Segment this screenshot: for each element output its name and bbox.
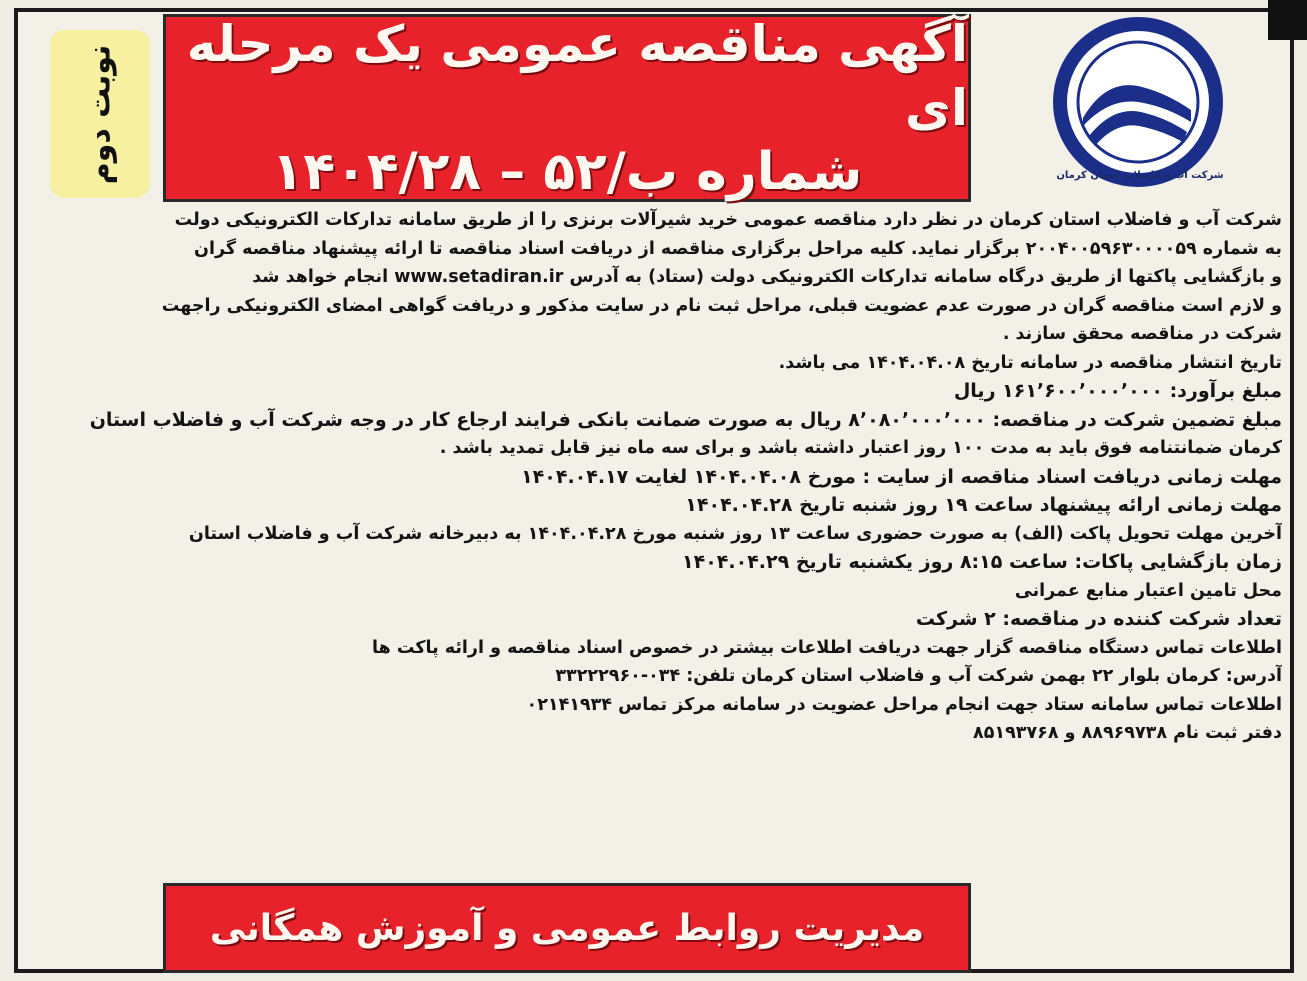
notice-body xyxy=(32,206,1282,748)
opening-time-line: زمان بازگشایی پاکات: ساعت ۸:۱۵ روز یکشنبه تاریخ ۱۴۰۴.۰۴.۲۹ xyxy=(682,551,1282,573)
estimate-amount-line: مبلغ برآورد: ۱۶۱٬۶۰۰٬۰۰۰٬۰۰۰ ریال xyxy=(953,380,1282,402)
body-line: و لازم است مناقصه گران در صورت عدم عضویت قبلی، مراحل ثبت نام در سایت مذکور و دریافت گواهی امضای الکترونیکی راجهت xyxy=(161,295,1282,316)
body-line: و بازگشایی پاکتها از طریق درگاه سامانه تدارکات الکترونیکی دولت (ستاد) به آدرس www.setadiran.ir انجام خواهد شد xyxy=(252,267,1282,287)
corner-mark xyxy=(1268,0,1307,40)
body-line: شرکت در مناقصه محقق سازند . xyxy=(1002,324,1282,344)
envelope-delivery-line: آخرین مهلت تحویل پاکت (الف) به صورت حضوری ساعت ۱۳ روز شنبه مورخ ۱۴۰۴.۰۴.۲۸ به دبیرخانه شرکت آب و فاضلاب استان xyxy=(188,523,1282,544)
participants-count-line: تعداد شرکت کننده در مناقصه: ۲ شرکت xyxy=(915,608,1282,630)
guarantee-amount-line: مبلغ تضمین شرکت در مناقصه: ۸٬۰۸۰٬۰۰۰٬۰۰۰ ریال به صورت ضمانت بانکی فرایند ارجاع کار در وجه شرکت آب و فاضلاب استان xyxy=(89,408,1282,431)
footer-text: مدیریت روابط عمومی و آموزش همگانی xyxy=(209,907,925,949)
body-line: به شماره ۲۰۰۴۰۰۵۹۶۳۰۰۰۰۵۹ برگزار نماید. کلیه مراحل برگزاری مناقصه از دریافت اسناد مناقصه تا ارائه پیشنهاد مناقصه گران xyxy=(194,238,1282,259)
round-badge xyxy=(50,30,150,198)
document-deadline-line: مهلت زمانی دریافت اسناد مناقصه از سایت : مورخ ۱۴۰۴.۰۴.۰۸ لغایت ۱۴۰۴.۰۴.۱۷ xyxy=(521,465,1282,488)
tender-number: شماره ب/۵۲ – ۱۴۰۴/۲۸ xyxy=(271,142,863,202)
round-badge-text: نوبت دوم xyxy=(82,44,118,184)
registration-office-line: دفتر ثبت نام ۸۸۹۶۹۷۳۸ و ۸۵۱۹۳۷۶۸ xyxy=(973,723,1282,743)
contact-info-heading: اطلاعات تماس دستگاه مناقصه گزار جهت دریافت اطلاعات بیشتر در خصوص اسناد مناقصه و ارائه پاکت ها xyxy=(372,637,1282,658)
publish-date-line: تاریخ انتشار مناقصه در سامانه تاریخ ۱۴۰۴.۰۴.۰۸ می باشد. xyxy=(778,352,1282,373)
body-line: کرمان ضمانتنامه فوق باید به مدت ۱۰۰ روز اعتبار داشته باشد و برای سه ماه نیز قابل تمدید باشد . xyxy=(439,438,1282,458)
body-line: شرکت آب و فاضلاب استان کرمان در نظر دارد مناقصه عمومی خرید شیرآلات برنزی را از طریق سامانه تدارکات الکترونیکی دولت xyxy=(174,210,1282,230)
header-banner xyxy=(163,14,971,202)
footer-banner xyxy=(163,883,971,973)
proposal-deadline-line: مهلت زمانی ارائه پیشنهاد ساعت ۱۹ روز شنبه تاریخ ۱۴۰۴.۰۴.۲۸ xyxy=(685,494,1282,516)
notice-title: آگهی مناقصه عمومی یک مرحله ای xyxy=(186,15,968,137)
funding-source-line: محل تامین اعتبار منابع عمرانی xyxy=(1014,580,1282,601)
setad-contact-line: اطلاعات تماس سامانه ستاد جهت انجام مراحل عضویت در سامانه مرکز تماس ۰۲۱۴۱۹۳۴ xyxy=(526,694,1282,715)
logo-caption: شرکت آب و فاضلاب استان کرمان xyxy=(1056,170,1224,181)
address-line: آدرس: کرمان بلوار ۲۲ بهمن شرکت آب و فاضلاب استان کرمان تلفن: ۰۳۴-۳۳۲۲۲۹۶۰ xyxy=(555,666,1282,686)
